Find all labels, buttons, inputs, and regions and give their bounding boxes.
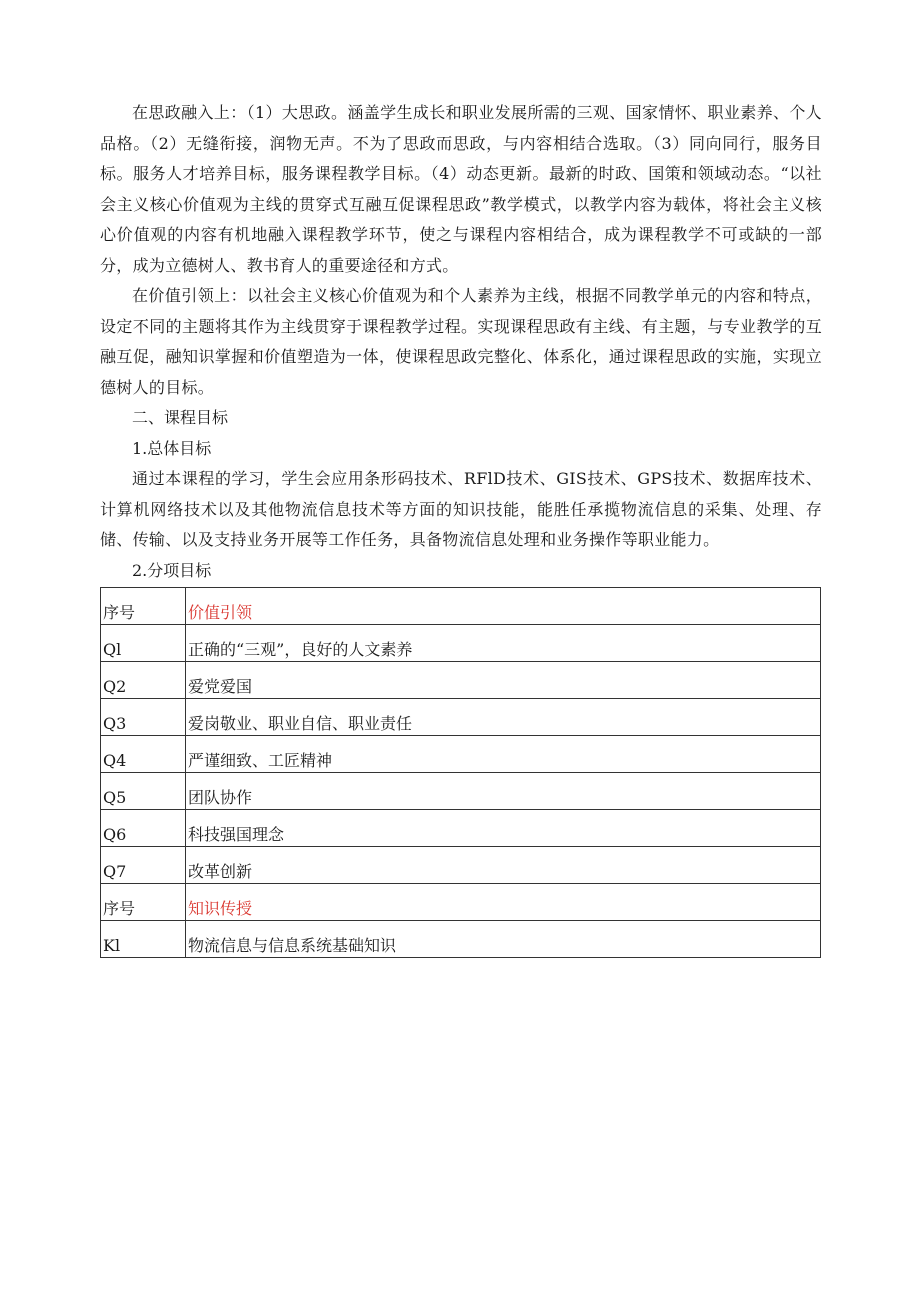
table-row — [101, 847, 821, 884]
table-row — [101, 884, 821, 921]
row-text: 爱党爱国 — [186, 662, 821, 699]
table-row — [101, 699, 821, 736]
table-row — [101, 588, 821, 625]
table-row — [101, 662, 821, 699]
row-text: 科技强国理念 — [186, 810, 821, 847]
row-text: 团队协作 — [186, 773, 821, 810]
table-row — [101, 773, 821, 810]
table-row — [101, 810, 821, 847]
table-row — [101, 921, 821, 958]
row-text: 严谨细致、工匠精神 — [186, 736, 821, 773]
row-text: 物流信息与信息系统基础知识 — [186, 921, 821, 958]
row-code: Q3 — [101, 699, 186, 736]
goals-table — [100, 587, 821, 958]
row-code: Q4 — [101, 736, 186, 773]
row-text: 爱岗敬业、职业自信、职业责任 — [186, 699, 821, 736]
subheading-overall-goal: 1.总体目标 — [132, 438, 212, 458]
paragraph-ideology-integration: 在思政融入上：（1）大思政。涵盖学生成长和职业发展所需的三观、国家情怀、职业素养、个人品格。（2）无缝衔接，润物无声。不为了思政而思政，与内容相结合选取。（3）同向同行，服务目标。服务人才培养目标，服务课程教学目标。（4）动态更新。最新的时政、国策和领域动态。“以社会主义核心价值观为主线的贯穿式互融互促课程思政”教学模式，以教学内容为载体，将社会主义核心价值观的内容有机地融入课程教学环节，使之与课程内容相结合，成为课程教学不可或缺的一部分，成为立德树人、教书育人的重要途径和方式。 — [100, 103, 822, 275]
row-code: Q2 — [101, 662, 186, 699]
paragraph-overall-goal: 通过本课程的学习，学生会应用条形码技术、RFlD技术、GIS技术、GPS技术、数据库技术、计算机网络技术以及其他物流信息技术等方面的知识技能，能胜任承揽物流信息的采集、处理、存储、传输、以及支持业务开展等工作任务，具备物流信息处理和业务操作等职业能力。 — [100, 469, 822, 549]
document-page — [100, 90, 822, 958]
row-text: 知识传授 — [186, 884, 821, 921]
section-heading-course-goals: 二、课程目标 — [132, 408, 229, 427]
row-text: 价值引领 — [186, 588, 821, 625]
row-code: Kl — [101, 921, 186, 958]
row-text: 改革创新 — [186, 847, 821, 884]
paragraph-value-guidance: 在价值引领上：以社会主义核心价值观为和个人素养为主线，根据不同教学单元的内容和特点，设定不同的主题将其作为主线贯穿于课程教学过程。实现课程思政有主线、有主题，与专业教学的互融互促，融知识掌握和价值塑造为一体，使课程思政完整化、体系化，通过课程思政的实施，实现立德树人的目标。 — [100, 286, 822, 397]
table-row — [101, 625, 821, 662]
row-code: Q6 — [101, 810, 186, 847]
row-code: Q5 — [101, 773, 186, 810]
row-code: 序号 — [101, 588, 186, 625]
row-text: 正确的“三观”，良好的人文素养 — [186, 625, 821, 662]
table-row — [101, 736, 821, 773]
subheading-itemized-goals: 2.分项目标 — [132, 560, 212, 580]
row-code: Q7 — [101, 847, 186, 884]
row-code: Ql — [101, 625, 186, 662]
row-code: 序号 — [101, 884, 186, 921]
